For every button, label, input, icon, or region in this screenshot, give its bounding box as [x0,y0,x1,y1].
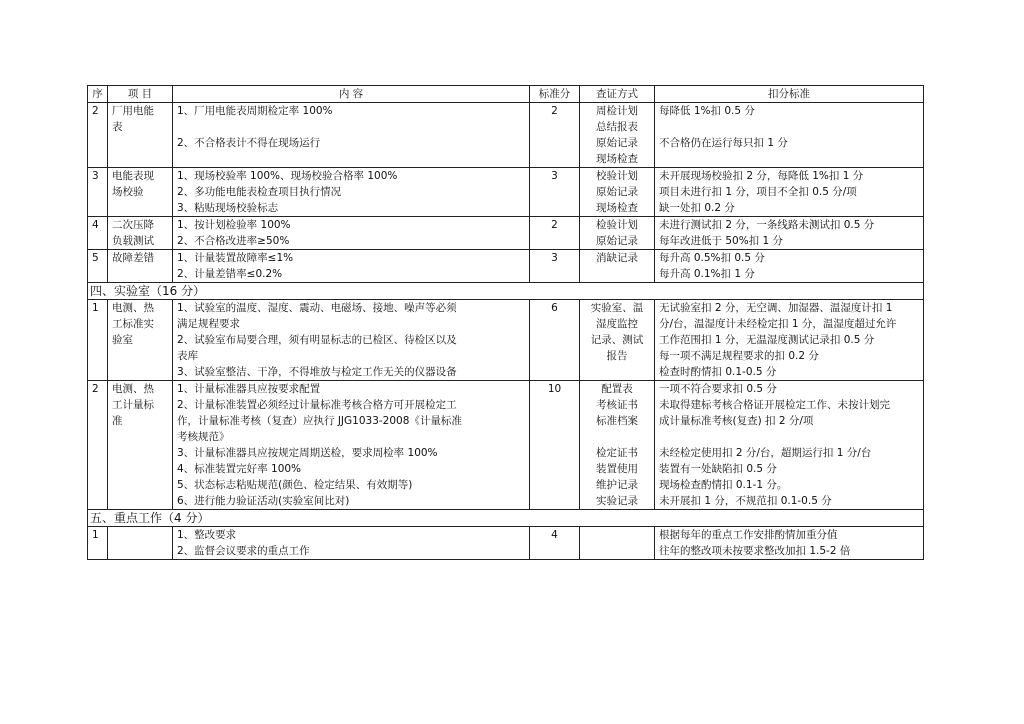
cell-line: 1、试验室的温度、湿度、震动、电磁场、接地、噪声等必须 [177,302,457,314]
cell-line: 每一项不满足规程要求的扣 0.2 分 [659,350,819,362]
method-cell [580,103,655,168]
section-title: 五、重点工作（4 分） [88,510,924,527]
cell-line: 4、标准装置完好率 100% [177,463,302,475]
cell-line: 湿度监控 [596,318,638,330]
cell-line: 表 [112,121,123,133]
cell-line: 每降低 1%扣 0.5 分 [659,105,755,117]
seq-cell [88,168,108,217]
cell-line: 检验计划 [596,219,638,231]
header-method: 查证方式 [580,86,655,103]
cell-line: 3 [551,170,558,182]
score-cell [530,527,580,560]
method-cell [580,300,655,381]
content-cell [173,527,530,560]
cell-line: 现场检查酌情扣 0.1-1 分。 [659,479,788,491]
header-item: 项 目 [108,86,173,103]
cell-line: 一项不符合要求扣 0.5 分 [659,383,777,395]
cell-line: 记录、测试 [590,334,644,346]
cell-line: 2 [551,105,558,117]
item-cell [108,250,173,283]
cell-line: 成计量标准考核(复查) 扣 2 分/项 [659,415,814,427]
cell-line: 2、多功能电能表检查项目执行情况 [177,186,342,198]
cell-line: 3、粘贴现场校验标志 [177,202,279,214]
content-cell [173,168,530,217]
score-cell [530,103,580,168]
cell-line: 工标准实 [112,318,154,330]
cell-line: 未开展扣 1 分，不规范扣 0.1-0.5 分 [659,495,832,507]
content-cell [173,217,530,250]
cell-line: 1、按计划检验率 100% [177,219,291,231]
method-cell [580,250,655,283]
cell-line: 装置使用 [596,463,638,475]
deduct-cell [655,527,924,560]
cell-line: 未经检定使用扣 2 分/台，超期运行扣 1 分/台 [659,447,872,459]
cell-line: 厂用电能 [112,105,154,117]
cell-line: 标准档案 [596,415,638,427]
cell-line: 故障差错 [112,252,154,264]
cell-line: 电测、热 [112,383,154,395]
assessment-table [87,85,924,560]
cell-line: 10 [547,383,562,395]
cell-line: 装置有一处缺陷扣 0.5 分 [659,463,777,475]
cell-line: 根据每年的重点工作安排酌情加重分值 [659,529,838,541]
cell-line: 3 [92,170,99,182]
table-body [88,103,924,560]
table-row [88,300,924,381]
cell-line: 作，计量标准考核（复查）应执行 JJG1033-2008《计量标准 [177,415,462,427]
cell-line: 电测、热 [112,302,154,314]
table-row [88,217,924,250]
cell-line: 1、计量标准器具应按要求配置 [177,383,321,395]
cell-line: 2、不合格表计不得在现场运行 [177,137,321,149]
content-cell [173,300,530,381]
cell-line: 考核证书 [596,399,638,411]
score-cell [530,250,580,283]
deduct-cell [655,250,924,283]
section-4-header [88,283,924,300]
cell-line: 原始记录 [596,186,638,198]
cell-line: 6 [551,302,558,314]
cell-line: 每年改进低于 50%扣 1 分 [659,235,784,247]
cell-line: 1、现场校验率 100%、现场校验合格率 100% [177,170,398,182]
cell-line: 4 [92,219,99,231]
cell-line: 项目未进行扣 1 分，项目不全扣 0.5 分/项 [659,186,857,198]
table-row [88,168,924,217]
cell-line: 2 [92,105,99,117]
method-cell [580,217,655,250]
item-cell [108,103,173,168]
item-cell [108,168,173,217]
deduct-cell [655,217,924,250]
cell-line: 表库 [177,350,198,362]
section-title: 四、实验室（16 分） [88,283,924,300]
cell-line: 维护记录 [596,479,638,491]
method-cell [580,168,655,217]
cell-line: 报告 [606,350,628,362]
cell-line: 5 [92,252,99,264]
cell-line: 1、整改要求 [177,529,237,541]
header-content: 内 容 [173,86,530,103]
header-score: 标准分 [530,86,580,103]
table-row [88,381,924,510]
cell-line: 不合格仍在运行每只扣 1 分 [659,137,788,149]
cell-line: 2、不合格改进率≥50% [177,235,290,247]
cell-line: 校验计划 [596,170,638,182]
cell-line: 实验室、温 [590,302,644,314]
content-cell [173,103,530,168]
table-row [88,103,924,168]
cell-line: 2、计量标准装置必须经过计量标准考核合格方可开展检定工 [177,399,457,411]
deduct-cell [655,300,924,381]
cell-line: 满足规程要求 [177,318,240,330]
cell-line: 二次压降 [112,219,154,231]
seq-cell [88,250,108,283]
item-cell [108,300,173,381]
seq-cell [88,217,108,250]
section-5-header [88,510,924,527]
seq-cell [88,103,108,168]
cell-line: 1 [92,529,99,541]
cell-line: 总结报表 [596,121,638,133]
method-cell [580,527,655,560]
cell-line: 未开展现场校验扣 2 分，每降低 1%扣 1 分 [659,170,864,182]
content-cell [173,250,530,283]
cell-line: 每升高 0.5%扣 0.5 分 [659,252,765,264]
cell-line: 往年的整改项未按要求整改加扣 1.5-2 倍 [659,545,851,557]
seq-cell [88,300,108,381]
cell-line: 配置表 [601,383,633,395]
seq-cell [88,381,108,510]
score-cell [530,217,580,250]
cell-line: 1、计量装置故障率≤1% [177,252,294,264]
header-deduct: 扣分标准 [655,86,924,103]
cell-line: 原始记录 [596,235,638,247]
cell-line: 未取得建标考核合格证开展检定工作、未按计划完 [659,399,890,411]
cell-line: 负载测试 [112,235,154,247]
cell-line: 2 [551,219,558,231]
cell-line: 缺一处扣 0.2 分 [659,202,735,214]
cell-line: 检查时酌情扣 0.1-0.5 分 [659,366,777,378]
cell-line: 电能表现 [112,170,154,182]
cell-line: 4 [551,529,558,541]
cell-line: 分/台，温湿度计未经检定扣 1 分，温湿度超过允许 [659,318,897,330]
cell-line: 周检计划 [596,105,638,117]
item-cell [108,217,173,250]
cell-line: 现场检查 [596,202,638,214]
cell-line: 场校验 [112,186,144,198]
table-row [88,527,924,560]
cell-line: 3、计量标准器具应按规定周期送检，要求周检率 100% [177,447,438,459]
cell-line: 验室 [112,334,133,346]
table-header-row [88,86,924,103]
item-cell [108,527,173,560]
cell-line: 实验记录 [596,495,638,507]
score-cell [530,381,580,510]
header-seq: 序 [88,86,108,103]
cell-line: 原始记录 [596,137,638,149]
cell-line: 2、试验室布局要合理，须有明显标志的已检区、待检区以及 [177,334,457,346]
cell-line: 检定证书 [596,447,638,459]
cell-line: 2、监督会议要求的重点工作 [177,545,310,557]
item-cell [108,381,173,510]
score-cell [530,300,580,381]
deduct-cell [655,381,924,510]
cell-line: 工计量标 [112,399,154,411]
cell-line: 每升高 0.1%扣 1 分 [659,268,755,280]
deduct-cell [655,103,924,168]
cell-line: 考核规范》 [177,431,230,443]
table-row [88,250,924,283]
cell-line: 准 [112,415,123,427]
cell-line: 5、状态标志粘贴规范(颜色、检定结果、有效期等) [177,479,413,491]
content-cell [173,381,530,510]
cell-line: 1 [92,302,99,314]
method-cell [580,381,655,510]
cell-line: 现场检查 [596,153,638,165]
cell-line: 2 [92,383,99,395]
deduct-cell [655,168,924,217]
cell-line: 3 [551,252,558,264]
cell-line: 未进行测试扣 2 分，一条线路未测试扣 0.5 分 [659,219,875,231]
cell-line: 3、试验室整洁、干净，不得堆放与检定工作无关的仪器设备 [177,366,457,378]
cell-line: 无试验室扣 2 分，无空调、加湿器、温湿度计扣 1 [659,302,893,314]
cell-line: 2、计量差错率≤0.2% [177,268,283,280]
cell-line: 消缺记录 [596,252,638,264]
score-cell [530,168,580,217]
cell-line: 1、厂用电能表周期检定率 100% [177,105,333,117]
cell-line: 工作范围扣 1 分，无温湿度测试记录扣 0.5 分 [659,334,875,346]
cell-line: 6、进行能力验证活动(实验室间比对) [177,495,350,507]
seq-cell [88,527,108,560]
